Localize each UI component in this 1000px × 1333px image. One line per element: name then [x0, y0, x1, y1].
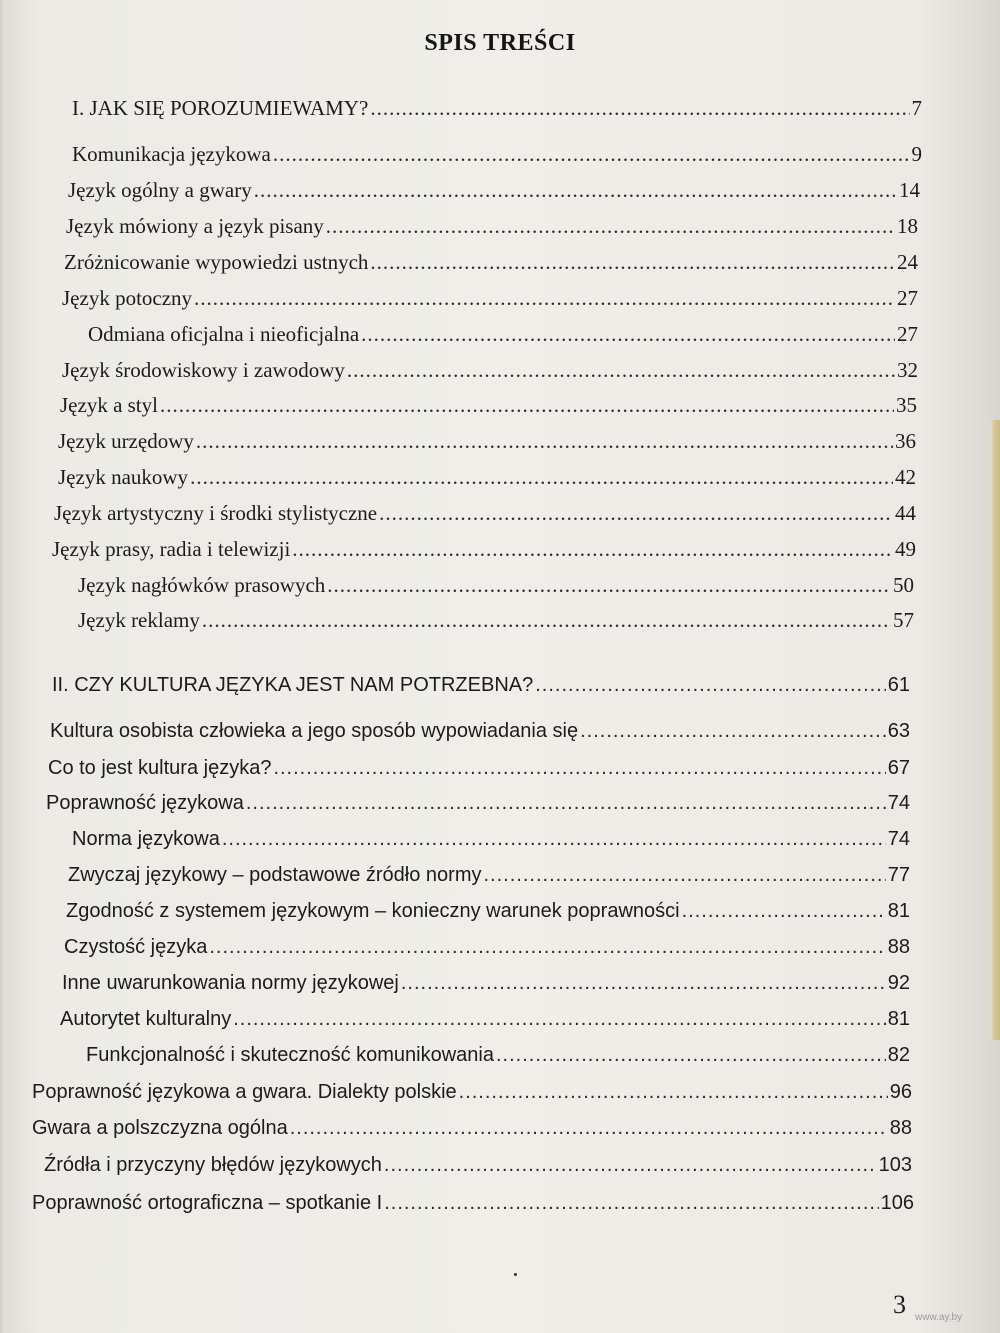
toc-entry [78, 608, 914, 642]
toc-entry-page: 57 [893, 608, 914, 632]
toc-entry-text: II. CZY KULTURA JĘZYKA JEST NAM POTRZEBNA? [52, 674, 534, 696]
toc-entry [50, 720, 910, 754]
toc-entry-text: Język reklamy [78, 608, 200, 632]
toc-entry [62, 358, 918, 392]
toc-entry [44, 1154, 912, 1188]
toc-entry [32, 1192, 914, 1226]
toc-entry-page: 77 [887, 864, 910, 886]
toc-dot-leader [682, 900, 886, 923]
toc-dot-leader [326, 214, 895, 239]
toc-entry [58, 429, 916, 463]
toc-entry [32, 1081, 912, 1115]
toc-entry-text: Język urzędowy [58, 429, 194, 453]
toc-entry-page: 27 [897, 322, 918, 346]
toc-entry [68, 178, 920, 212]
toc-dot-leader [160, 393, 894, 418]
toc-dot-leader [290, 1117, 888, 1140]
toc-entry-page: 92 [887, 972, 910, 994]
toc-entry-page: 14 [899, 178, 920, 202]
toc-dot-leader [246, 792, 886, 815]
toc-entry-page: 67 [887, 757, 910, 779]
toc-dot-leader [254, 178, 897, 203]
toc-entry-page: 74 [887, 792, 910, 814]
toc-dot-leader [327, 573, 891, 598]
toc-entry-text: Język środowiskowy i zawodowy [62, 358, 345, 382]
toc-entry [48, 757, 910, 791]
toc-entry-text: Zgodność z systemem językowym – konieczny warunek poprawności [66, 900, 680, 922]
toc-dot-leader [292, 537, 893, 562]
toc-dot-leader [580, 720, 886, 743]
toc-dot-leader [496, 1044, 886, 1067]
toc-entry-text: Język ogólny a gwary [68, 178, 252, 202]
toc-entry-text: Czystość języka [64, 936, 208, 958]
toc-entry-page: 81 [887, 1008, 910, 1030]
toc-entry-page: 18 [897, 214, 918, 238]
watermark: www.ay.by [915, 1312, 963, 1323]
toc-entry [60, 1008, 910, 1042]
toc-entry-page: 44 [895, 501, 916, 525]
toc-entry-text: Źródła i przyczyny błędów językowych [44, 1154, 382, 1176]
toc-entry-text: Poprawność językowa a gwara. Dialekty polskie [32, 1081, 457, 1103]
toc-entry-page: 103 [878, 1154, 912, 1176]
toc-entry-page: 35 [896, 393, 917, 417]
toc-dot-leader [222, 828, 886, 851]
page-right-edge [990, 420, 1000, 1040]
toc-entry-section-2 [52, 674, 910, 708]
toc-entry-text: Język mówiony a język pisany [66, 214, 324, 238]
toc-entry-page: 88 [889, 1117, 912, 1139]
page-number: 3 [893, 1290, 906, 1319]
toc-entry-text: Zwyczaj językowy – podstawowe źródło normy [68, 864, 482, 886]
toc-entry-text: Inne uwarunkowania normy językowej [62, 972, 399, 994]
toc-entry-page: 63 [887, 720, 910, 742]
toc-entry-page: 82 [887, 1044, 910, 1066]
toc-entry-text: Odmiana oficjalna i nieoficjalna [88, 322, 360, 346]
toc-entry-page: 88 [887, 936, 910, 958]
toc-entry [60, 393, 917, 427]
toc-dot-leader [379, 501, 893, 526]
page-left-edge [0, 0, 6, 1333]
toc-entry-text: Język artystyczny i środki stylistyczne [54, 501, 378, 525]
toc-entry-text: I. JAK SIĘ POROZUMIEWAMY? [72, 96, 369, 120]
toc-entry [58, 465, 916, 499]
toc-dot-leader [384, 1154, 877, 1177]
toc-dot-leader [202, 608, 891, 633]
toc-dot-leader [190, 465, 893, 490]
toc-entry [66, 900, 910, 934]
toc-entry-text: Co to jest kultura języka? [48, 757, 272, 779]
toc-entry [68, 864, 910, 898]
toc-dot-leader [459, 1081, 888, 1104]
toc-dot-leader [370, 250, 895, 275]
toc-dot-leader [194, 286, 895, 311]
toc-dot-leader [401, 972, 886, 995]
toc-entry-page: 61 [887, 674, 910, 696]
toc-dot-leader [273, 142, 910, 167]
toc-entry-text: Gwara a polszczyzna ogólna [32, 1117, 288, 1139]
toc-entry-text: Norma językowa [72, 828, 220, 850]
toc-dot-leader [535, 674, 886, 697]
toc-entry [54, 501, 916, 535]
toc-entry-text: Język nagłówków prasowych [78, 573, 326, 597]
toc-entry [32, 1117, 912, 1151]
toc-entry-text: Autorytet kulturalny [60, 1008, 232, 1030]
toc-entry-page: 96 [889, 1081, 912, 1103]
toc-entry-text: Zróżnicowanie wypowiedzi ustnych [64, 250, 369, 274]
toc-entry [46, 792, 910, 826]
toc-entry [88, 322, 918, 356]
toc-entry-text: Język a styl [60, 393, 158, 417]
toc-entry-page: 42 [895, 465, 916, 489]
toc-entry-page: 24 [897, 250, 918, 274]
toc-entry-page: 7 [911, 96, 922, 120]
toc-entry [72, 142, 922, 176]
toc-dot-leader [233, 1008, 886, 1031]
toc-dot-leader [361, 322, 895, 347]
toc-entry-page: 27 [897, 286, 918, 310]
toc-entry [52, 537, 916, 571]
toc-entry [64, 936, 910, 970]
toc-entry [78, 573, 914, 607]
toc-entry-text: Kultura osobista człowieka a jego sposób wypowiadania się [50, 720, 579, 742]
toc-entry-text: Funkcjonalność i skuteczność komunikowania [86, 1044, 494, 1066]
toc-dot-leader [484, 864, 886, 887]
toc-dot-leader [209, 936, 885, 959]
toc-title: SPIS TREŚCI [424, 30, 576, 56]
toc-dot-leader [384, 1192, 878, 1215]
toc-entry [86, 1044, 910, 1078]
toc-entry [64, 250, 918, 284]
toc-entry [62, 286, 918, 320]
toc-entry [66, 214, 918, 248]
toc-dot-leader [273, 757, 885, 780]
toc-entry-text: Język prasy, radia i telewizji [52, 537, 291, 561]
toc-entry-page: 49 [895, 537, 916, 561]
toc-entry-page: 9 [911, 142, 922, 166]
toc-entry-text: Komunikacja językowa [72, 142, 271, 166]
toc-entry-page: 81 [887, 900, 910, 922]
toc-entry-text: Poprawność językowa [46, 792, 244, 814]
toc-entry-page: 106 [880, 1192, 914, 1214]
toc-entry-text: Język potoczny [62, 286, 193, 310]
toc-entry [72, 828, 910, 862]
toc-entry-section-1 [72, 96, 922, 130]
toc-entry [62, 972, 910, 1006]
toc-entry-text: Poprawność ortograficzna – spotkanie I [32, 1192, 383, 1214]
toc-entry-page: 32 [897, 358, 918, 382]
toc-dot-leader [196, 429, 893, 454]
toc-entry-page: 74 [887, 828, 910, 850]
toc-entry-page: 50 [893, 573, 914, 597]
toc-entry-text: Język naukowy [58, 465, 189, 489]
toc-dot-leader [370, 96, 909, 121]
toc-entry-page: 36 [895, 429, 916, 453]
toc-dot-leader [347, 358, 895, 383]
ink-speck [514, 1273, 517, 1276]
